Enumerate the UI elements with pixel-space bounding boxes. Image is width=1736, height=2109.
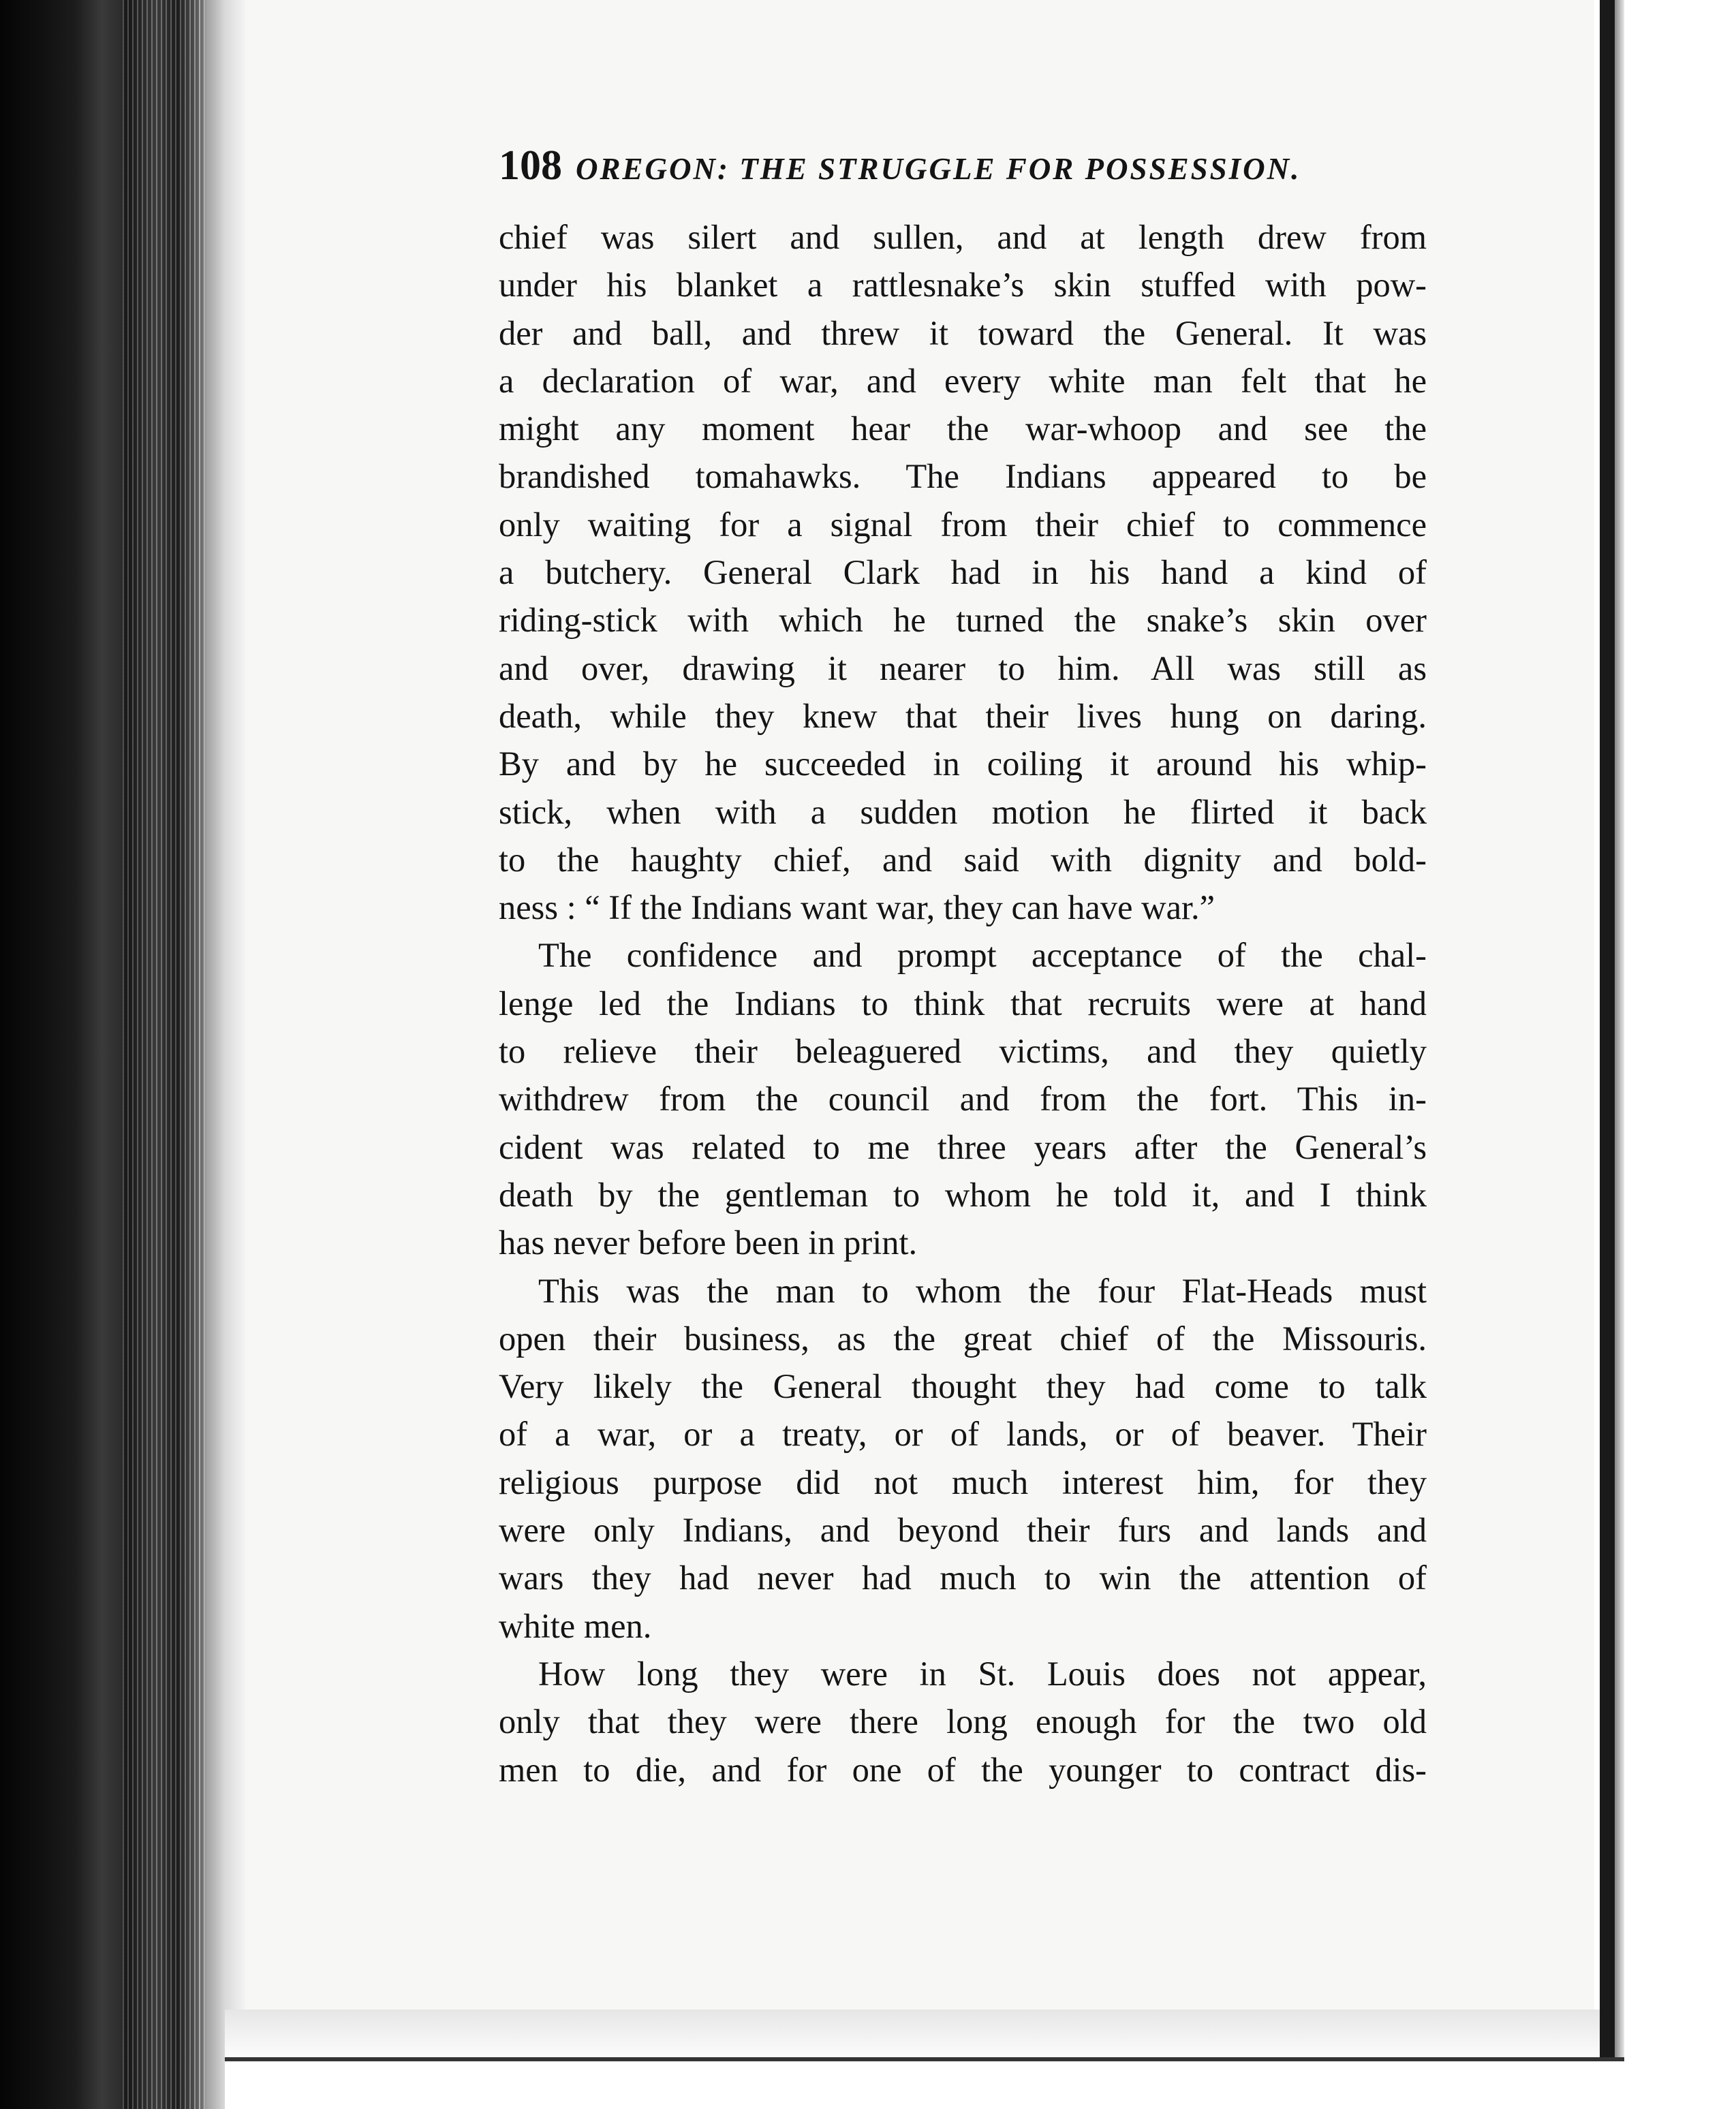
text-line: stick, when with a sudden motion he flirted it back — [499, 792, 1427, 831]
page-number: 108 — [499, 142, 562, 189]
page-gutter-shadow — [204, 0, 245, 2109]
text-line: By and by he succeeded in coiling it around his whip- — [499, 745, 1427, 783]
text-line: riding-stick with which he turned the snake’s skin over — [499, 601, 1427, 640]
text-line: ness : “ If the Indians want war, they can have war.” — [499, 888, 1215, 927]
text-line: This was the man to whom the four Flat-Heads must — [538, 1271, 1427, 1310]
text-line: under his blanket a rattlesnake’s skin stuffed with pow- — [499, 266, 1427, 304]
text-line: a butchery. General Clark had in his hand a kind of — [499, 553, 1427, 592]
paragraph — [499, 213, 1427, 931]
text-line: chief was silert and sullen, and at length drew from — [499, 218, 1427, 256]
text-line: to the haughty chief, and said with dignity and bold- — [499, 840, 1427, 879]
text-line: were only Indians, and beyond their furs and lands and — [499, 1511, 1427, 1550]
text-line: withdrew from the council and from the fort. This in- — [499, 1080, 1427, 1119]
paragraph — [499, 931, 1427, 1266]
text-line: Very likely the General thought they had come to talk — [499, 1367, 1427, 1406]
running-head — [499, 142, 1427, 190]
text-line: might any moment hear the war-whoop and see the — [499, 409, 1427, 448]
paragraph — [499, 1267, 1427, 1650]
bottom-page-edge — [225, 2057, 1624, 2061]
text-line: men to die, and for one of the younger to contract dis- — [499, 1750, 1427, 1789]
text-line: How long they were in St. Louis does not appear, — [538, 1654, 1427, 1693]
text-line: only waiting for a signal from their chief to commence — [499, 505, 1427, 544]
text-block — [499, 142, 1427, 1794]
text-line: death by the gentleman to whom he told it, and I think — [499, 1175, 1427, 1214]
text-line: brandished tomahawks. The Indians appeared to be — [499, 457, 1427, 496]
text-line: wars they had never had much to win the attention of — [499, 1559, 1427, 1597]
page-stack-edges — [123, 0, 204, 2109]
text-line: lenge led the Indians to think that recruits were at hand — [499, 984, 1427, 1022]
right-edge-shadow — [1615, 0, 1624, 2057]
right-page-edge — [1600, 0, 1615, 2057]
text-line: a declaration of war, and every white man felt that he — [499, 361, 1427, 400]
text-line: of a war, or a treaty, or of lands, or of beaver. Their — [499, 1415, 1427, 1454]
text-line: has never before been in print. — [499, 1223, 918, 1262]
text-line: white men. — [499, 1606, 652, 1645]
text-line: religious purpose did not much interest him, for they — [499, 1463, 1427, 1501]
paragraph — [499, 1650, 1427, 1794]
text-line: and over, drawing it nearer to him. All was still as — [499, 649, 1427, 687]
text-line: der and ball, and threw it toward the General. It was — [499, 313, 1427, 352]
text-line: death, while they knew that their lives hung on daring. — [499, 696, 1427, 735]
text-line: only that they were there long enough for the two old — [499, 1702, 1427, 1741]
text-line: cident was related to me three years after the General’s — [499, 1127, 1427, 1166]
text-line: The confidence and prompt acceptance of the chal- — [538, 936, 1427, 975]
running-title: OREGON: THE STRUGGLE FOR POSSESSION. — [576, 152, 1301, 186]
text-line: to relieve their beleaguered victims, and they quietly — [499, 1032, 1427, 1071]
text-line: open their business, as the great chief of the Missouris. — [499, 1319, 1427, 1358]
